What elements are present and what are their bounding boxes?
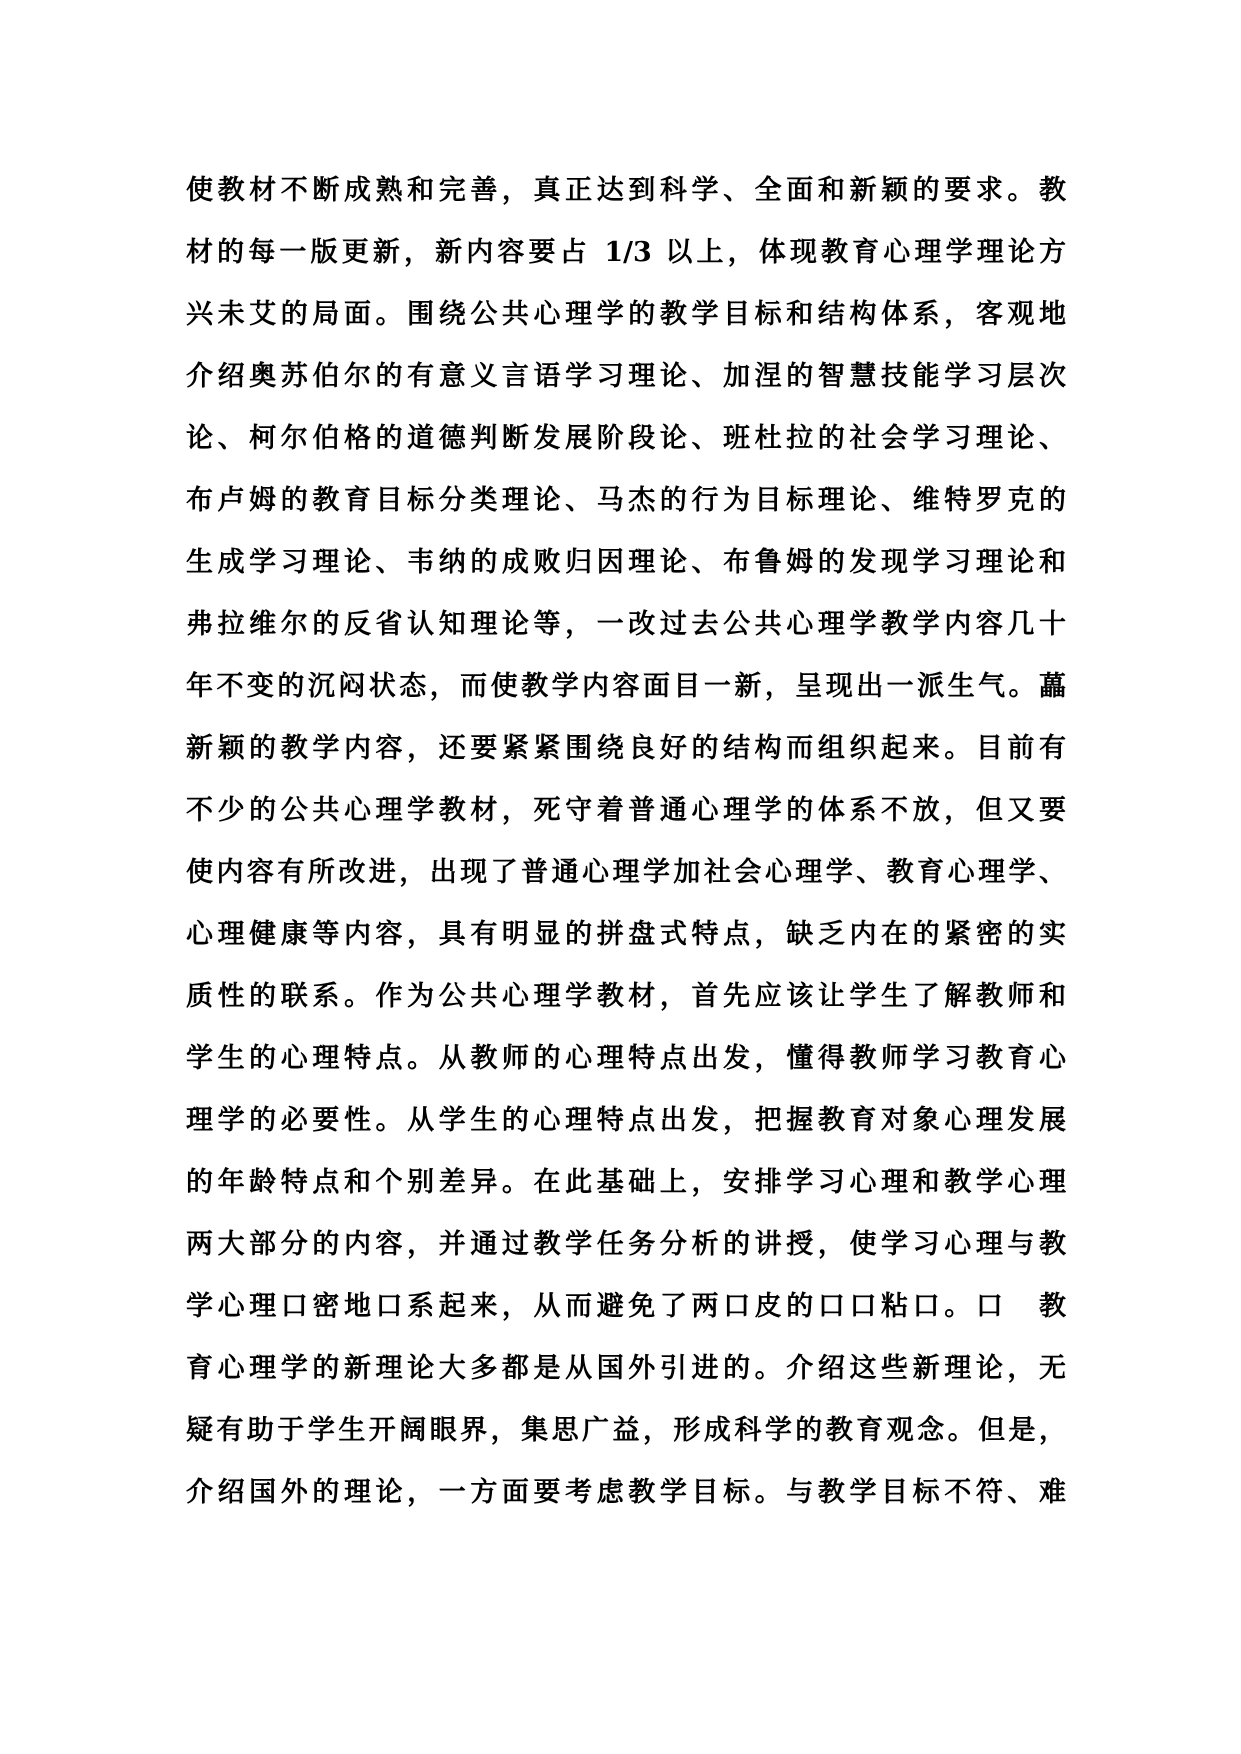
text-line: 弗拉维尔的反省认知理论等，一改过去公共心理学教学内容几十 xyxy=(186,609,1066,640)
text-line: 学心理口密地口系起来，从而避免了两口皮的口口粘口。口 教 xyxy=(186,1291,1066,1322)
text-line: 论、柯尔伯格的道德判断发展阶段论、班杜拉的社会学习理论、 xyxy=(186,423,1066,454)
text-line: 心理健康等内容，具有明显的拼盘式特点，缺乏内在的紧密的实 xyxy=(186,919,1066,950)
text-line: 疑有助于学生开阔眼界，集思广益，形成科学的教育观念。但是， xyxy=(186,1415,1066,1446)
text-line: 生成学习理论、韦纳的成败归因理论、布鲁姆的发现学习理论和 xyxy=(186,547,1066,578)
text-line: 材的每一版更新，新内容要占 1/3 以上，体现教育心理学理论方 xyxy=(186,237,1066,268)
body-text xyxy=(186,160,1066,1524)
text-line: 新颖的教学内容，还要紧紧围绕良好的结构而组织起来。目前有 xyxy=(186,733,1066,764)
text-line: 两大部分的内容，并通过教学任务分析的讲授，使学习心理与教 xyxy=(186,1229,1066,1260)
text-line: 介绍奥苏伯尔的有意义言语学习理论、加涅的智慧技能学习层次 xyxy=(186,361,1066,392)
text-line: 理学的必要性。从学生的心理特点出发，把握教育对象心理发展 xyxy=(186,1105,1066,1136)
text-line: 使教材不断成熟和完善，真正达到科学、全面和新颖的要求。教 xyxy=(186,175,1066,206)
text-line: 兴未艾的局面。围绕公共心理学的教学目标和结构体系，客观地 xyxy=(186,299,1066,330)
text-line: 年不变的沉闷状态，而使教学内容面目一新，呈现出一派生气。藟 xyxy=(186,671,1066,702)
text-line: 使内容有所改进，出现了普通心理学加社会心理学、教育心理学、 xyxy=(186,857,1066,888)
text-line: 质性的联系。作为公共心理学教材，首先应该让学生了解教师和 xyxy=(186,981,1066,1012)
text-line: 学生的心理特点。从教师的心理特点出发，懂得教师学习教育心 xyxy=(186,1043,1066,1074)
text-line: 的年龄特点和个别差异。在此基础上，安排学习心理和教学心理 xyxy=(186,1167,1066,1198)
text-line: 布卢姆的教育目标分类理论、马杰的行为目标理论、维特罗克的 xyxy=(186,485,1066,516)
text-line: 育心理学的新理论大多都是从国外引进的。介绍这些新理论，无 xyxy=(186,1353,1066,1384)
text-line: 介绍国外的理论，一方面要考虑教学目标。与教学目标不符、难 xyxy=(186,1477,1066,1508)
text-line: 不少的公共心理学教材，死守着普通心理学的体系不放，但又要 xyxy=(186,795,1066,826)
